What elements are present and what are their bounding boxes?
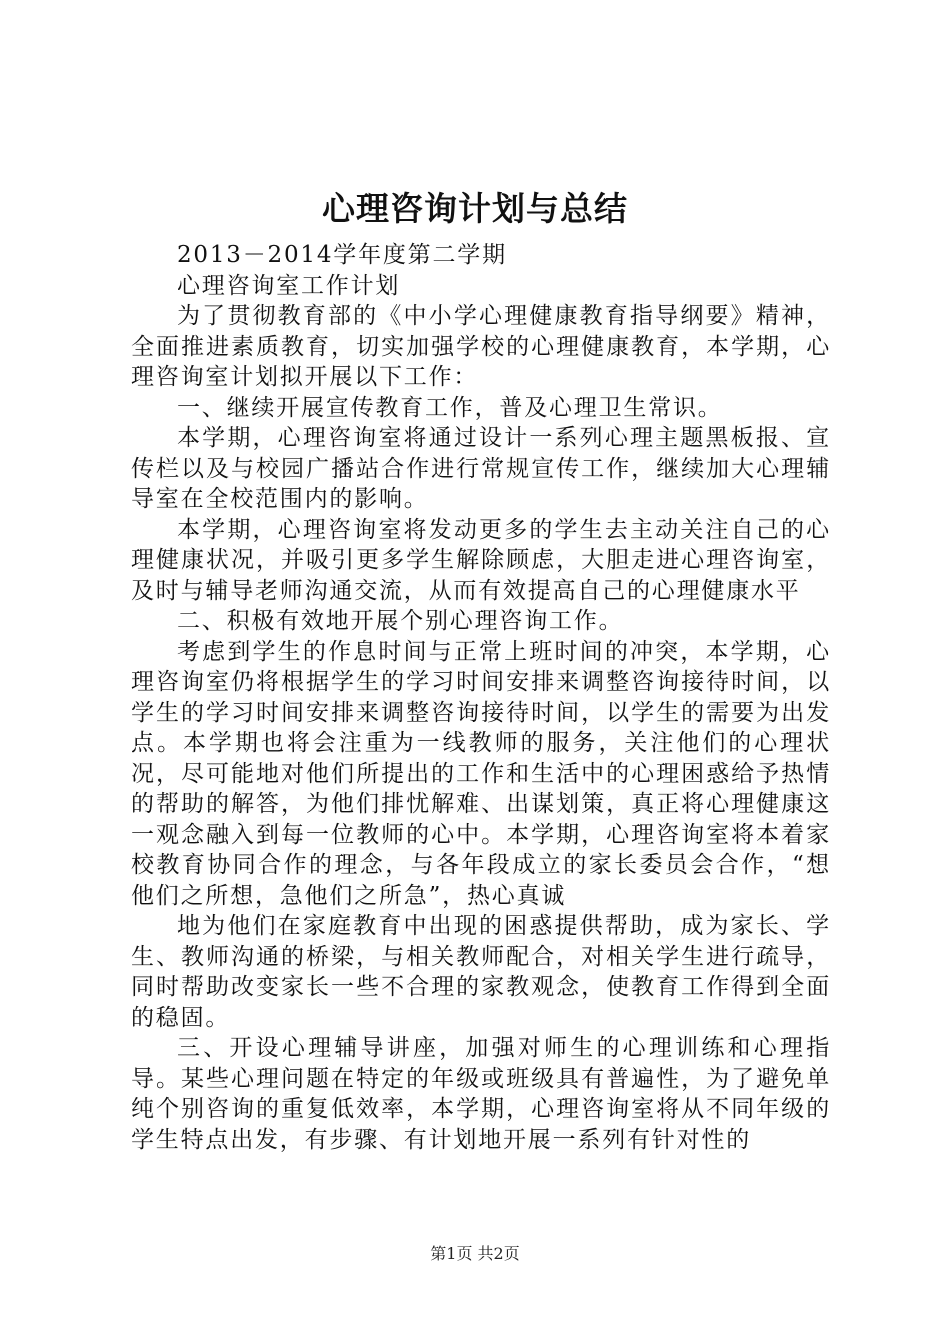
paragraph-section-one-heading: 一、继续开展宣传教育工作，普及心理卫生常识。 bbox=[177, 394, 723, 421]
paragraph-family-support: 地为他们在家庭教育中出现的困惑提供帮助，成为家长、学生、教师沟通的桥梁，与相关教师配合，对相关学生进行疏导，同时帮助改变家长一些不合理的家教观念，使教育工作得到全面的稳固。 bbox=[131, 913, 831, 1031]
paragraph-school-term: 2013－2014学年度第二学期 bbox=[177, 242, 507, 268]
paragraph-intro: 为了贯彻教育部的《中小学心理健康教育指导纲要》精神，全面推进素质教育，切实加强学校的心理健康教育，本学期，心理咨询室计划拟开展以下工作： bbox=[131, 303, 831, 390]
document-title: 心理咨询计划与总结 bbox=[322, 189, 628, 228]
paragraph-plan-heading: 心理咨询室工作计划 bbox=[177, 272, 401, 299]
paragraph-individual-counseling: 考虑到学生的作息时间与正常上班时间的冲突，本学期，心理咨询室仍将根据学生的学习时间安排来调整咨询接待时间，以学生的学习时间安排来调整咨询接待时间，以学生的需要为出发点。本学期也将会注重为一线教师的服务，关注他们的心理状况，尽可能地对他们所提出的工作和生活中的心理困惑给予热情的帮助的解答，为他们排忧解难、出谋划策，真正将心理健康这一观念融入到每一位教师的心中。本学期，心理咨询室将本着家校教育协同合作的理念，与各年段成立的家长委员会合作，“想他们之所想，急他们之所急”，热心真诚 bbox=[131, 638, 831, 909]
document-body bbox=[131, 240, 831, 1155]
paragraph-student-awareness: 本学期，心理咨询室将发动更多的学生去主动关注自己的心理健康状况，并吸引更多学生解除顾虑，大胆走进心理咨询室，及时与辅导老师沟通交流，从而有效提高自己的心理健康水平 bbox=[131, 516, 831, 604]
page-number-footer: 第1页 共2页 bbox=[430, 1244, 520, 1263]
paragraph-section-three: 三、开设心理辅导讲座，加强对师生的心理训练和心理指导。某些心理问题在特定的年级或班级具有普遍性，为了避免单纯个别咨询的重复低效率，本学期，心理咨询室将从不同年级的学生特点出发，有步骤、有计划地开展一系列有针对性的 bbox=[131, 1035, 831, 1153]
paragraph-section-two-heading: 二、积极有效地开展个别心理咨询工作。 bbox=[177, 608, 624, 634]
paragraph-publicity: 本学期，心理咨询室将通过设计一系列心理主题黑板报、宣传栏以及与校园广播站合作进行常规宣传工作，继续加大心理辅导室在全校范围内的影响。 bbox=[131, 425, 831, 512]
